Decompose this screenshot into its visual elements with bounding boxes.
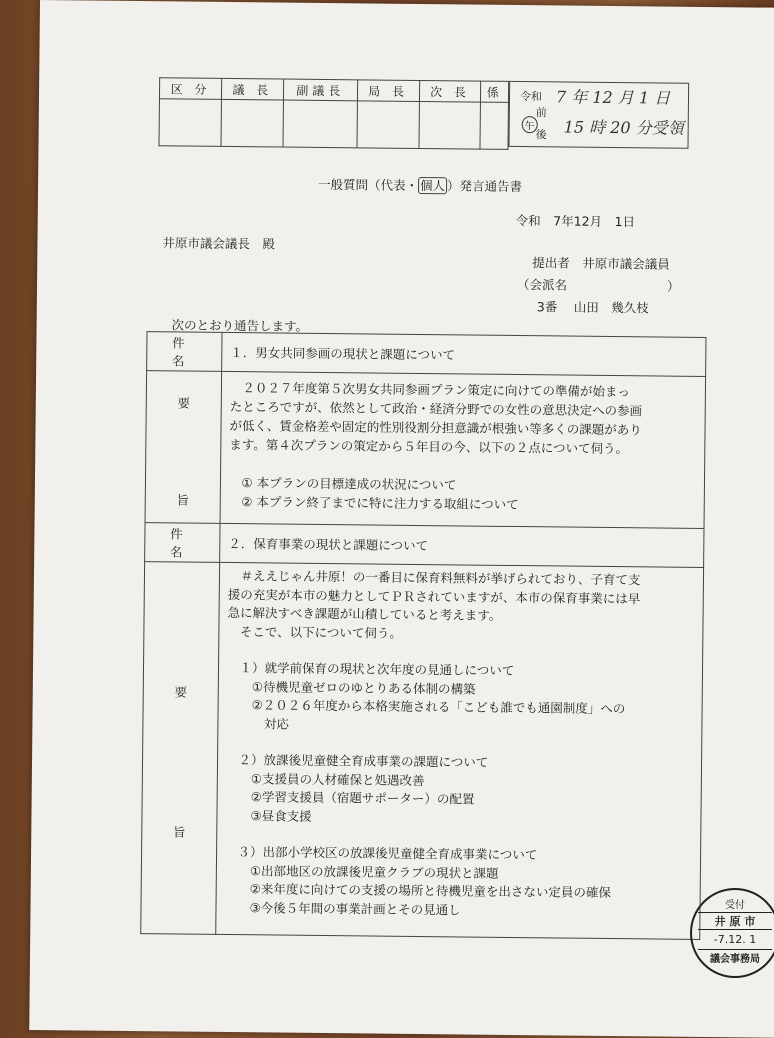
approval-header-kakari: 係 [481,81,509,102]
ampm-top: 前 [535,106,547,120]
gist-line: ②来年度に向けての支援の場所と待機児童を出さない定員の確保 [224,880,611,901]
gist-line: ①出部地区の放課後児童クラブの現状と課題 [224,862,499,881]
gist-label-top: 要 [177,395,191,411]
approval-header-kyokucho: 局 長 [357,80,419,102]
seal-dept: 議会事務局 [698,949,772,965]
notice-table [140,331,706,940]
gist-line: ②学習支援員（宿題サポーター）の配置 [225,788,475,807]
approval-cell [283,100,357,148]
title-prefix: 一般質問（代表・ [318,176,419,193]
gist-body-1 [220,371,706,528]
approval-cell [357,101,419,149]
subject-label-2: 件 名 [145,523,220,563]
gist-line: ２）放課後児童健全育成事業の課題について [225,751,489,770]
approval-header-kubun: 区 分 [159,78,221,100]
gist-line: ① 本プランの目標達成の状況について [228,475,457,493]
gist-line: 援の充実が本市の魅力としてＰＲされていますが、本市の保育事業には早 [227,586,641,606]
gist-line: ２０２７年度第５次男女共同参画プラン策定に向けての準備が始まっ [229,380,631,400]
gist-label-bottom: 旨 [172,824,186,840]
gist-line: が低く、賃金格差や固定的性別役割分担意識が根強い等多くの課題があり [229,418,642,438]
gist-line: ①待機児童ゼロのゆとりある体制の構築 [226,678,476,697]
title-circled: 個人 [418,177,447,194]
seal-date: -7.12. 1 [713,933,757,946]
gist-line: ます。第４次プランの策定から５年目の今、以下の２点について伺う。 [229,437,629,457]
title-suffix: ）発言通告書 [447,178,523,195]
reception-seal-stamp [690,888,774,978]
approval-cell [221,99,283,147]
gist-line: ②２０２６年度から本格実施される「こども誰でも通園制度」への [226,696,626,717]
approval-header-fukugicho: 副議長 [283,79,357,101]
received-box [508,81,689,149]
subject-label-1: 件 名 [147,332,222,372]
approval-cell [480,102,508,149]
gist-label-bottom: 旨 [176,492,190,508]
approval-header-gicho: 議 長 [221,78,283,100]
approval-table [158,77,509,150]
submitter-name: 3番 山田 幾久枝 [536,299,649,316]
gist-line: ＃ええじゃん井原！の一番目に保育料無料が挙げられており、子育て支 [227,568,641,588]
gist-label-2 [141,562,220,935]
approval-cell [418,101,480,149]
gist-line: ③今後５年間の事業計画とその見通し [224,899,461,917]
gist-line: 急に解決すべき課題が山積していると考えます。 [227,604,502,623]
gist-body-2 [216,562,704,939]
document-date: 令和 7年12月 1日 [515,212,636,230]
seal-top: 受付 [725,900,745,911]
received-date: 7 年 12 月 1 日 [555,87,671,108]
intro-text: 次のとおり通告します。 [171,317,309,334]
gist-line: ③昼食支援 [225,807,312,824]
approval-cell [159,99,221,147]
subject-1: １．男女共同参画の現状と課題について [222,332,706,376]
subject-2: ２．保育事業の現状と課題について [220,523,704,567]
addressee: 井原市議会議長 殿 [162,235,276,252]
ampm-bottom: 後 [535,128,547,142]
approval-header-jicho: 次 長 [419,80,481,102]
gist-label-top: 要 [174,684,188,700]
ampm-circled: 午 [522,116,538,133]
gist-line: そこで、以下について伺う。 [227,623,402,641]
gist-line: 対応 [226,715,290,732]
submitter-faction: （会派名 ） [516,277,680,294]
page-title [318,175,522,195]
received-era: 令和 [519,90,543,104]
received-time: 15 時 20 分受領 [563,117,684,138]
submitter-line1: 提出者 井原市議会議員 [532,255,670,272]
document-page [29,0,774,1038]
gist-line: ①支援員の人材確保と処遇改善 [225,770,425,788]
seal-city: 井 原 市 [698,912,772,930]
gist-line: ３）出部小学校区の放課後児童健全育成事業について [225,843,538,863]
gist-line: ② 本プラン終了までに特に注力する取組について [228,494,519,513]
gist-label-1 [145,371,222,524]
gist-line: たところですが、依然として政治・経済分野での女性の意思決定への参画 [229,399,643,419]
gist-line: １）就学前保育の現状と次年度の見通しについて [226,659,515,679]
